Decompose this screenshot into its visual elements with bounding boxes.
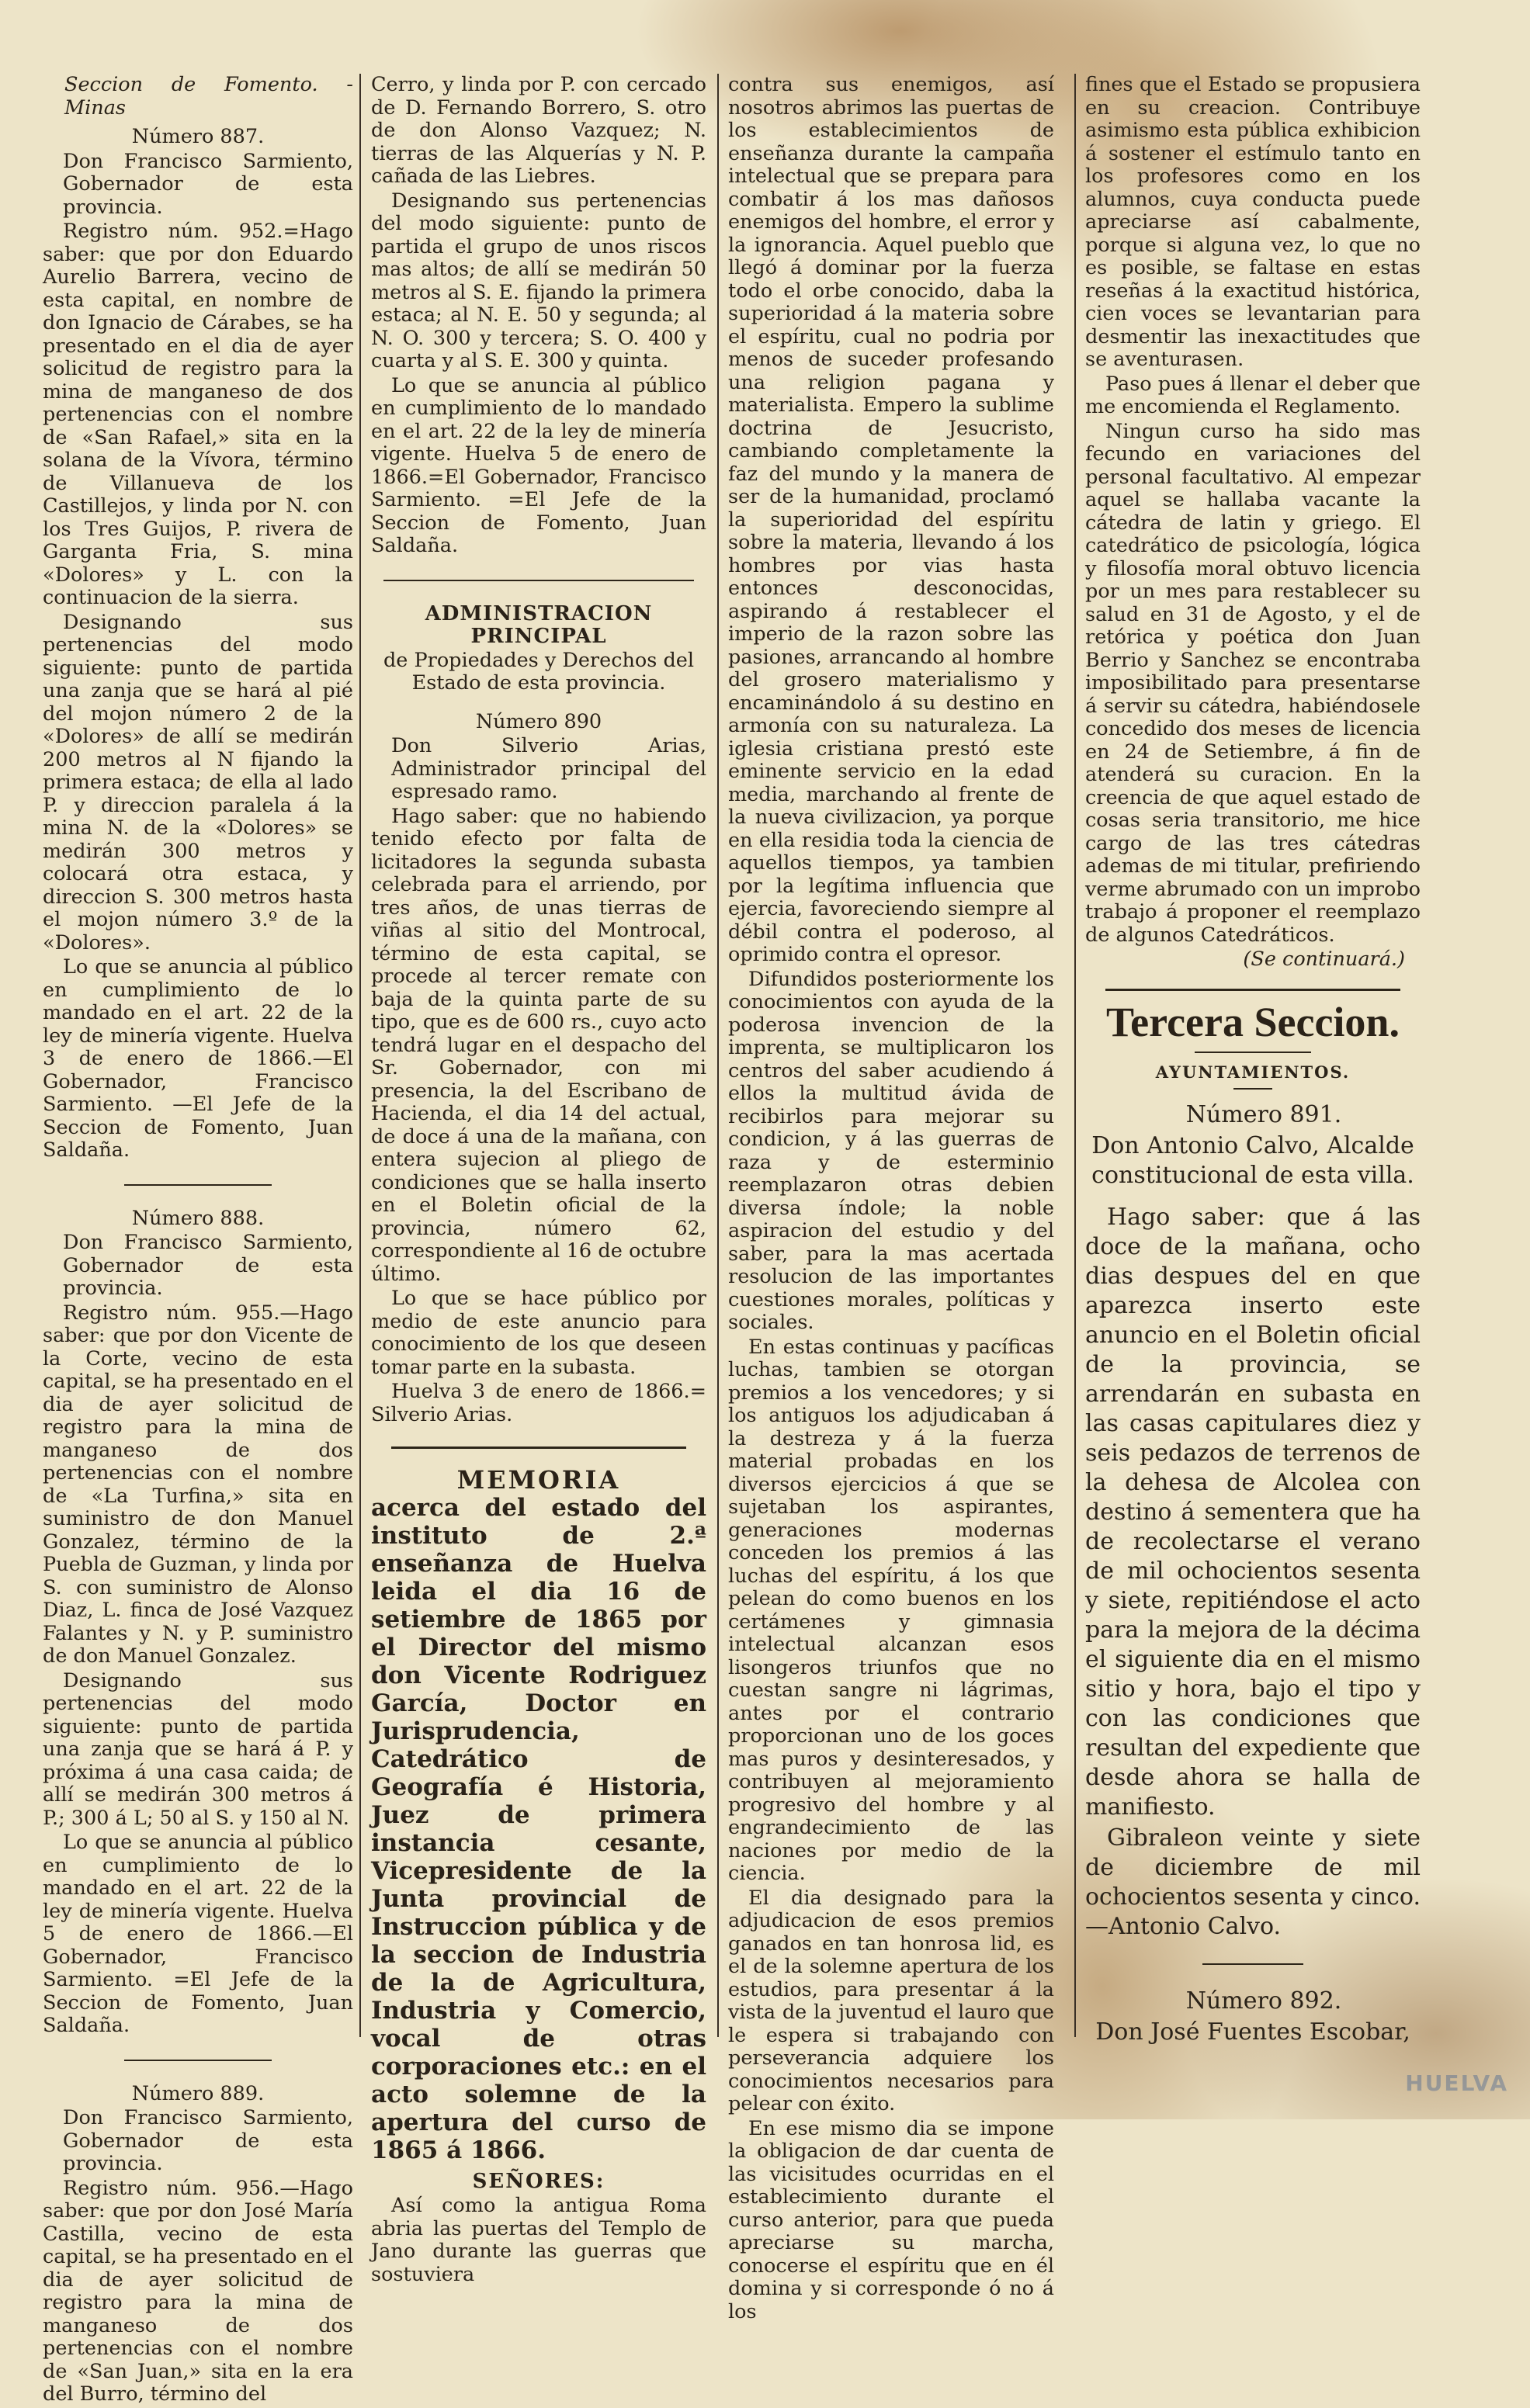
notice-number-891: Número 891. [1185, 1101, 1342, 1128]
notice-888-closing: Lo que se anuncia al público en cumplimiento de lo mandado en el art. 22 de la ley de minería vigente. Huelva 5 de enero de 1866.—El Gobernador, Francisco Sarmiento. =El Jefe de la Seccion de Fomento, Juan Saldaña. [43, 1831, 353, 2037]
column-divider [717, 74, 719, 2037]
column-3 [728, 74, 1054, 2325]
watermark-logo: HUELVA [1405, 2070, 1508, 2096]
column-4 [1085, 74, 1421, 2049]
administration-heading: ADMINISTRACION PRINCIPAL [425, 601, 653, 648]
notice-889-boundaries: Designando sus pertenencias del modo siguiente: punto de partida el grupo de unos riscos mas altos; de allí se medirán 50 metros al S. E. fijando la primera estaca; al N. E. 50 y segunda; al N. O. 300 y tercera; S. O. 400 y cuarta y al S. E. 300 y quinta. [371, 189, 706, 372]
notice-888-boundaries: Designando sus pertenencias del modo siguiente: punto de partida una zanja que se hará á P. y próxima á una casa caida; de allí se medirán 300 metros á P.; 300 á L; 50 al S. y 150 al N. [43, 1668, 353, 1830]
separator-rule [1202, 1963, 1303, 1965]
notice-number-889: Número 889. [131, 2081, 265, 2105]
memoria-paragraph: Difundidos posteriormente los conocimientos con ayuda de la poderosa invencion de la imprenta, se multiplicaron los centros del saber acudiendo á ellos la multitud ávida de recibirlos para mejorar su condicion, y á las guerras de raza y de esterminio reemplazaron otras debien diversa índole; la noble aspiracion del estudio y del saber, para la mas acertada resolucion de las importantes cuestiones morales, políticas y sociales. [728, 967, 1054, 1334]
memoria-paragraph: fines que el Estado se propusiera en su creacion. Contribuye asimismo esta pública exhibicion á sostener el estímulo tanto en los profesores como en los alumnos, cuya conducta puede apreciarse así cabalmente, porque si alguna vez, lo que no es posible, se faltase en estas reseñas á la exactitud histórica, cien voces se levantarian para desmentir las inexactitudes que se aventurasen. [1085, 73, 1421, 371]
notice-888-issuer: Don Francisco Sarmiento, Gobernador de esta provincia. [63, 1231, 353, 1300]
memoria-paragraph: En estas continuas y pacíficas luchas, tambien se otorgan premios a los vencedores; y si los antiguos los adjudicaban á la destreza y á la fuerza material probadas en los diversos ejercicios á que se sujetaban los aspirantes, generaciones modernas conceden los premios á las luchas del espíritu, á los que pelean do como buenos en los certámenes y gimnasia intelectual alcanzan esos lisongeros triunfos que no cuestan sangre ni lágrimas, antes por el contrario proporcionan uno de los goces mas puros y desinteresados, y contribuyen al mejoramiento progresivo del hombre y al engrandecimiento de las naciones por medio de la ciencia. [728, 1335, 1054, 1885]
administration-subheading: de Propiedades y Derechos del Estado de esta provincia. [383, 648, 695, 695]
notice-892-issuer: Don José Fuentes Escobar, [1095, 2018, 1410, 2046]
separator-rule [391, 1447, 686, 1449]
memoria-paragraph: Paso pues á llenar el deber que me encomienda el Reglamento. [1085, 372, 1421, 418]
notice-887-closing: Lo que se anuncia al público en cumplimiento de lo mandado en el art. 22 de la ley de minería vigente. Huelva 3 de enero de 1866.—El Gobernador, Francisco Sarmiento. —El Jefe de la Seccion de Fomento, Juan Saldaña. [43, 955, 353, 1162]
column-divider [359, 74, 361, 2037]
memoria-subtitle: acerca del estado del instituto de 2.ª enseñanza de Huelva leida el dia 16 de setiembre de 1865 por el Director del mismo don Vicente Rodriguez García, Doctor en Jurisprudencia, Catedrático de Geografía é Historia, Juez de primera instancia cesante, Vicepresidente de la Junta provincial de Instruccion pública y de la seccion de Industria de la de Agricultura, Industria y Comercio, vocal de otras corporaciones etc.: en el acto solemne de la apertura del curso de 1865 á 1866. [371, 1493, 706, 2164]
separator-rule [383, 580, 694, 581]
memoria-salutation: SEÑORES: [472, 2169, 605, 2193]
notice-891-signature: Gibraleon veinte y siete de diciembre de mil ochocientos sesenta y cinco.—Antonio Calvo. [1085, 1824, 1421, 1940]
notice-number-887: Número 887. [131, 125, 265, 148]
memoria-paragraph: Ningun curso ha sido mas fecundo en variaciones del personal facultativo. Al empezar aquel se hallaba vacante la cátedra de latin y griego. El catedrático de psicología, lógica y filosofía moral obtuvo licencia por un mes para restablecer su salud en 31 de Agosto, y el de retórica y poética don Juan Berrio y Sanchez se encontraba imposibilitado para presentarse á servir su cátedra, habiéndosele concedido dos meses de licencia en 24 de Setiembre, á fin de atenderá su curacion. En la creencia de que aquel estado de cosas seria transitorio, me hice cargo de las tres cátedras ademas de mi titular, prefiriendo verme abrumado con un improbo trabajo á proponer el reemplazo de algunos Catedráticos. [1085, 419, 1421, 947]
column-1 [43, 74, 353, 2408]
notice-number-892: Número 892. [1185, 1987, 1342, 2015]
memoria-opening: Así como la antigua Roma abria las puertas del Templo de Jano durante las guerras que sostuviera [371, 2194, 706, 2286]
notice-889-continuation: Cerro, y linda por P. con cercado de D. Fernando Borrero, S. otro de don Alonso Vazquez; N. tierras de las Alquerías y N. P. cañada de las Liebres. [371, 73, 706, 188]
notice-890-issuer: Don Silverio Arias, Administrador principal del espresado ramo. [391, 734, 706, 803]
notice-number-888: Número 888. [131, 1206, 265, 1230]
notice-887-body: Registro núm. 952.=Hago saber: que por don Eduardo Aurelio Barrera, vecino de esta capital, en nombre de don Ignacio de Cárabes, se ha presentado en el dia de ayer solicitud de registro para la mina de manganeso de dos pertenencias con el nombre de «San Rafael,» sita en la solana de la Vívora, término de Villanueva de los Castillejos, y linda por N. con los Tres Guijos, P. rivera de Garganta Fria, S. mina «Dolores» y L. con la continuacion de la sierra. [43, 220, 353, 609]
continuation-note: (Se continuará.) [1243, 948, 1405, 971]
notice-889-issuer: Don Francisco Sarmiento, Gobernador de esta provincia. [63, 2106, 353, 2175]
notice-887-boundaries: Designando sus pertenencias del modo siguiente: punto de partida una zanja que se hará al pié del mojon número 2 de la «Dolores» de allí se medirán 200 metros al N fijando la primera estaca; de ella al lado P. y direccion paralela á la mina N. de la «Dolores» se medirán 300 metros y colocará otra estaca, y direccion S. 300 metros hasta el mojon número 3.º de la «Dolores». [43, 610, 353, 955]
separator-rule [1195, 1052, 1311, 1053]
notice-889-closing: Lo que se anuncia al público en cumplimiento de lo mandado en el art. 22 de la ley de minería vigente. Huelva 5 de enero de 1866.=El Gobernador, Francisco Sarmiento. =El Jefe de la Seccion de Fomento, Juan Saldaña. [371, 373, 706, 557]
notice-891 [1085, 1100, 1421, 2047]
section-header: Seccion de Fomento. - Minas [64, 73, 353, 120]
notice-890-purpose: Lo que se hace público por medio de este anuncio para conocimiento de los que deseen tomar parte en la subasta. [371, 1287, 706, 1379]
notice-890-signature: Huelva 3 de enero de 1866.= Silverio Arias. [371, 1380, 706, 1426]
notice-number-890: Número 890 [475, 709, 602, 733]
notice-891-body: Hago saber: que á las doce de la mañana, ocho dias despues del en que aparezca inserto este anuncio en el Boletin oficial de la provincia, se arrendarán en subasta en las casas capitulares diez y seis pedazos de terrenos de la dehesa de Alcolea con destino á sementera que ha de recolectarse el verano de mil ochocientos sesenta y siete, repitiéndose el acto para la mejora de la décima el siguiente dia en el mismo sitio y hora, bajo el tipo y con las condiciones que resultan del expediente que desde ahora se halla de manifiesto. [1085, 1204, 1421, 1821]
column-2 [371, 74, 706, 2288]
column-divider [1074, 74, 1076, 2037]
notice-888-body: Registro núm. 955.—Hago saber: que por don Vicente de la Corte, vecino de esta capital, se ha presentado en el dia de ayer solicitud de registro para la mina de manganeso de dos pertenencias con el nombre de «La Turfina,» sita en suministro de don Manuel Gonzalez, término de la Puebla de Guzman, y linda por S. con suministro de Alonso Diaz, L. finca de José Vazquez Falantes y N. y P. suministro de don Manuel Gonzalez. [43, 1301, 353, 1668]
notice-890-body: Hago saber: que no habiendo tenido efecto por falta de licitadores la segunda subasta celebrada para el arriendo, por tres años, de unas tierras de viñas al sitio del Montrocal, término de esta capital, se procede al tercer remate con baja de la quinta parte de su tipo, que es de 600 rs., cuyo acto tendrá lugar en el despacho del Sr. Gobernador, con mi presencia, la del Escribano de Hacienda, el dia 14 del actual, de doce á una de la mañana, con entera sujecion al pliego de condiciones que se halla inserto en el Boletin oficial de la provincia, número 62, correspondiente al 16 de octubre último. [371, 804, 706, 1286]
memoria-paragraph: El dia designado para la adjudicacion de esos premios ganados en tan honrosa lid, es el de la solemne apertura de los estudios, para presentar á la vista de la juventud el lauro que le espera si trabajando con perseverancia adquiere los conocimientos necesarios para pelear con éxito. [728, 1886, 1054, 2115]
section-title: Tercera Seccion. [1106, 998, 1400, 1045]
notice-891-issuer: Don Antonio Calvo, Alcalde constitucional de esta villa. [1091, 1132, 1414, 1189]
separator-rule [1105, 989, 1400, 991]
memoria-paragraph: contra sus enemigos, así nosotros abrimos las puertas de los establecimientos de enseñanza durante la campaña intelectual que se prepara para combatir á los mas dañosos enemigos del hombre, el error y la ignorancia. Aquel pueblo que llegó á dominar por la fuerza todo el orbe conocido, daba la superioridad á la materia sobre el espíritu, cual no podria por menos de suceder profesando una religion pagana y materialista. Empero la sublime doctrina de Jesucristo, cambiando completamente la faz del mundo y la manera de ser de la humanidad, proclamó la superioridad del espíritu sobre la materia, llevando á los hombres por vias hasta entonces desconocidas, aspirando á restablecer el imperio de la razon sobre las pasiones, arrancando al hombre del grosero materialismo y encaminándolo á su destino en armonía con su naturaleza. La iglesia cristiana prestó este eminente servicio en la edad media, marchando al frente de la nueva civilizacion, ya porque en ella residia toda la ciencia de aquellos tiempos, ya tambien por la legítima influencia que ejercia, favoreciendo siempre al débil contra el poderoso, al oprimido contra el opresor. [728, 73, 1054, 966]
separator-rule [124, 2060, 272, 2061]
subsection-title: AYUNTAMIENTOS. [1155, 1062, 1351, 1082]
memoria-title: MEMORIA [456, 1465, 621, 1495]
memoria-paragraph: En ese mismo dia se impone la obligacion de dar cuenta de las vicisitudes ocurridas en el establecimiento durante el curso anterior, para que pueda apreciarse su marcha, conocerse el espíritu que en él domina y si corresponde ó no á los [728, 2116, 1054, 2323]
separator-rule [1233, 1088, 1272, 1090]
separator-rule [124, 1184, 272, 1186]
notice-887-issuer: Don Francisco Sarmiento, Gobernador de esta provincia. [63, 149, 353, 219]
notice-889-body: Registro núm. 956.—Hago saber: que por don José María Castilla, vecino de esta capital, se ha presentado en el dia de ayer solicitud de registro para la mina de manganeso de dos pertenencias con el nombre de «San Juan,» sita en la era del Burro, término del [43, 2176, 353, 2406]
